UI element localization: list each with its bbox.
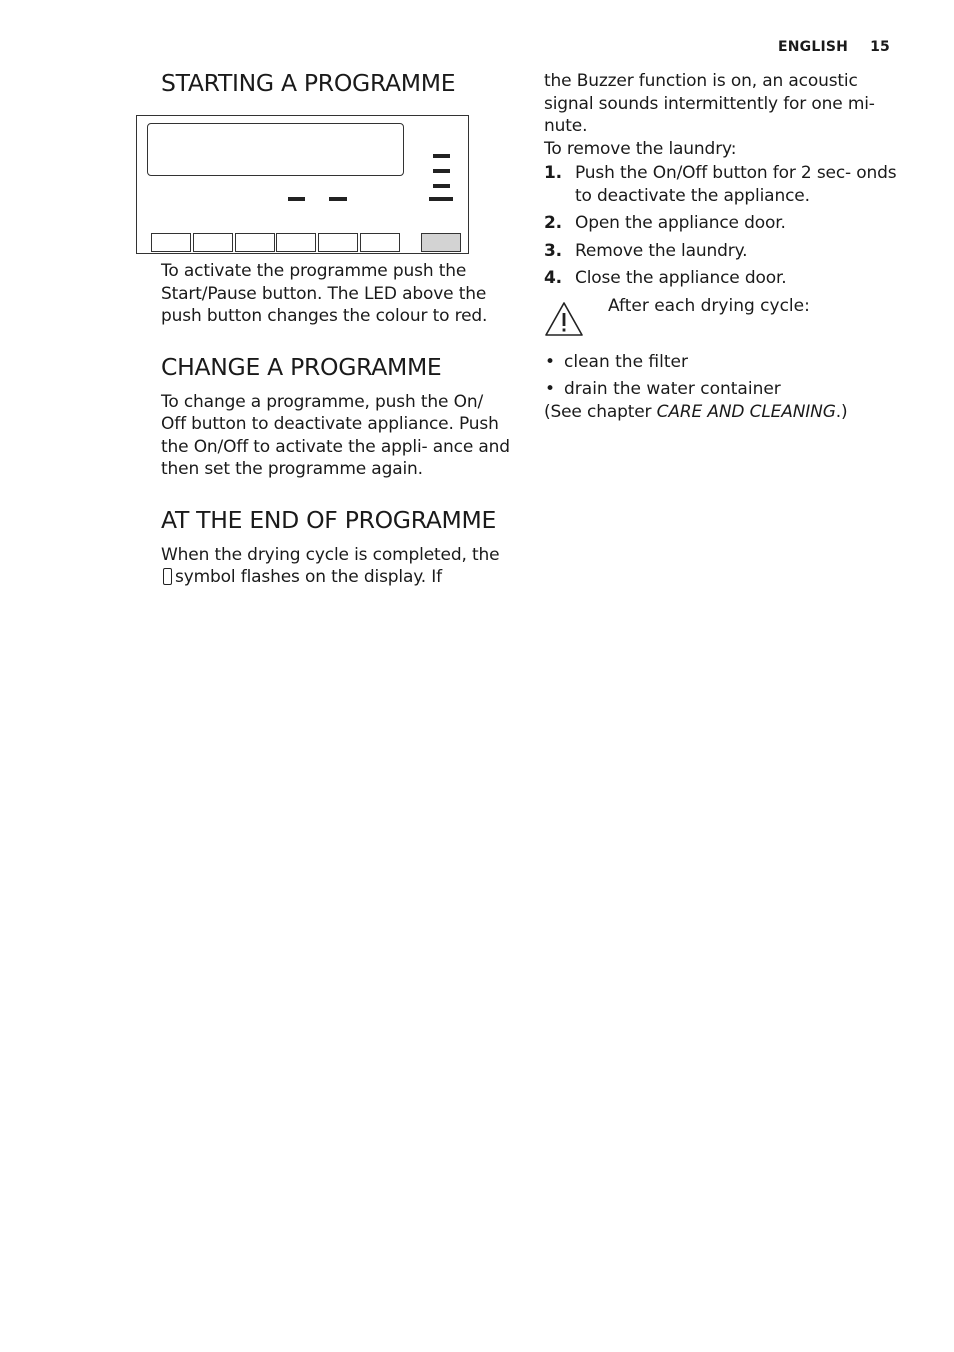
after-cycle-list (544, 351, 904, 401)
display-symbol-icon (163, 568, 172, 585)
heading-end: AT THE END OF PROGRAMME (161, 505, 497, 534)
indicator-led (429, 197, 453, 201)
change-body: To change a programme, push the On/ Off button to deactivate appliance. Push the On/Off to activate the appli- ance and then set the programme again. (161, 391, 510, 479)
end-body-part2: symbol flashes on the display. If (175, 567, 442, 587)
end-body (161, 544, 513, 589)
heading-starting: STARTING A PROGRAMME (161, 69, 456, 97)
starting-body: To activate the programme push the Start/Pause button. The LED above the push button changes the colour to red. (161, 261, 488, 326)
right-column (544, 70, 904, 423)
start-pause-button (421, 233, 461, 252)
chapter-reference: CARE AND CLEANING (656, 401, 836, 422)
panel-display (147, 123, 404, 176)
list-item: 4. Close the appliance door. (544, 268, 787, 288)
warning-note (544, 295, 904, 351)
end-body-part1: When the drying cycle is completed, the (161, 544, 500, 565)
list-item: 1. Push the On/Off button for 2 sec- onds to deactivate the appliance. (544, 163, 897, 206)
display-dash (329, 197, 347, 201)
indicator-led (433, 154, 450, 158)
see-chapter-reference: (See chapter CARE AND CLEANING.) (544, 401, 848, 422)
panel-button (193, 233, 233, 252)
list-item: 3. Remove the laundry. (544, 240, 748, 261)
left-column (161, 68, 513, 589)
page-number: 15 (870, 39, 890, 55)
remove-steps (544, 162, 904, 290)
panel-button (235, 233, 275, 252)
list-item: 2. Open the appliance door. (544, 213, 786, 233)
panel-button (151, 233, 191, 252)
remove-intro: To remove the laundry: (544, 138, 737, 159)
indicator-led (433, 184, 450, 188)
display-dash (288, 197, 305, 201)
heading-change: CHANGE A PROGRAMME (161, 352, 442, 381)
warning-triangle-icon (544, 301, 584, 337)
list-item: • clean the filter (544, 351, 904, 374)
end-body-continued: the Buzzer function is on, an acoustic signal sounds intermittently for one mi- nute. (544, 71, 875, 136)
panel-button (318, 233, 358, 252)
panel-button (360, 233, 400, 252)
header-language: ENGLISH (778, 39, 849, 55)
warning-text: After each drying cycle: (608, 295, 810, 316)
control-panel-diagram (136, 115, 469, 254)
panel-button (276, 233, 316, 252)
running-head (700, 39, 890, 55)
list-item: • drain the water container (544, 378, 904, 401)
indicator-led (433, 169, 450, 173)
